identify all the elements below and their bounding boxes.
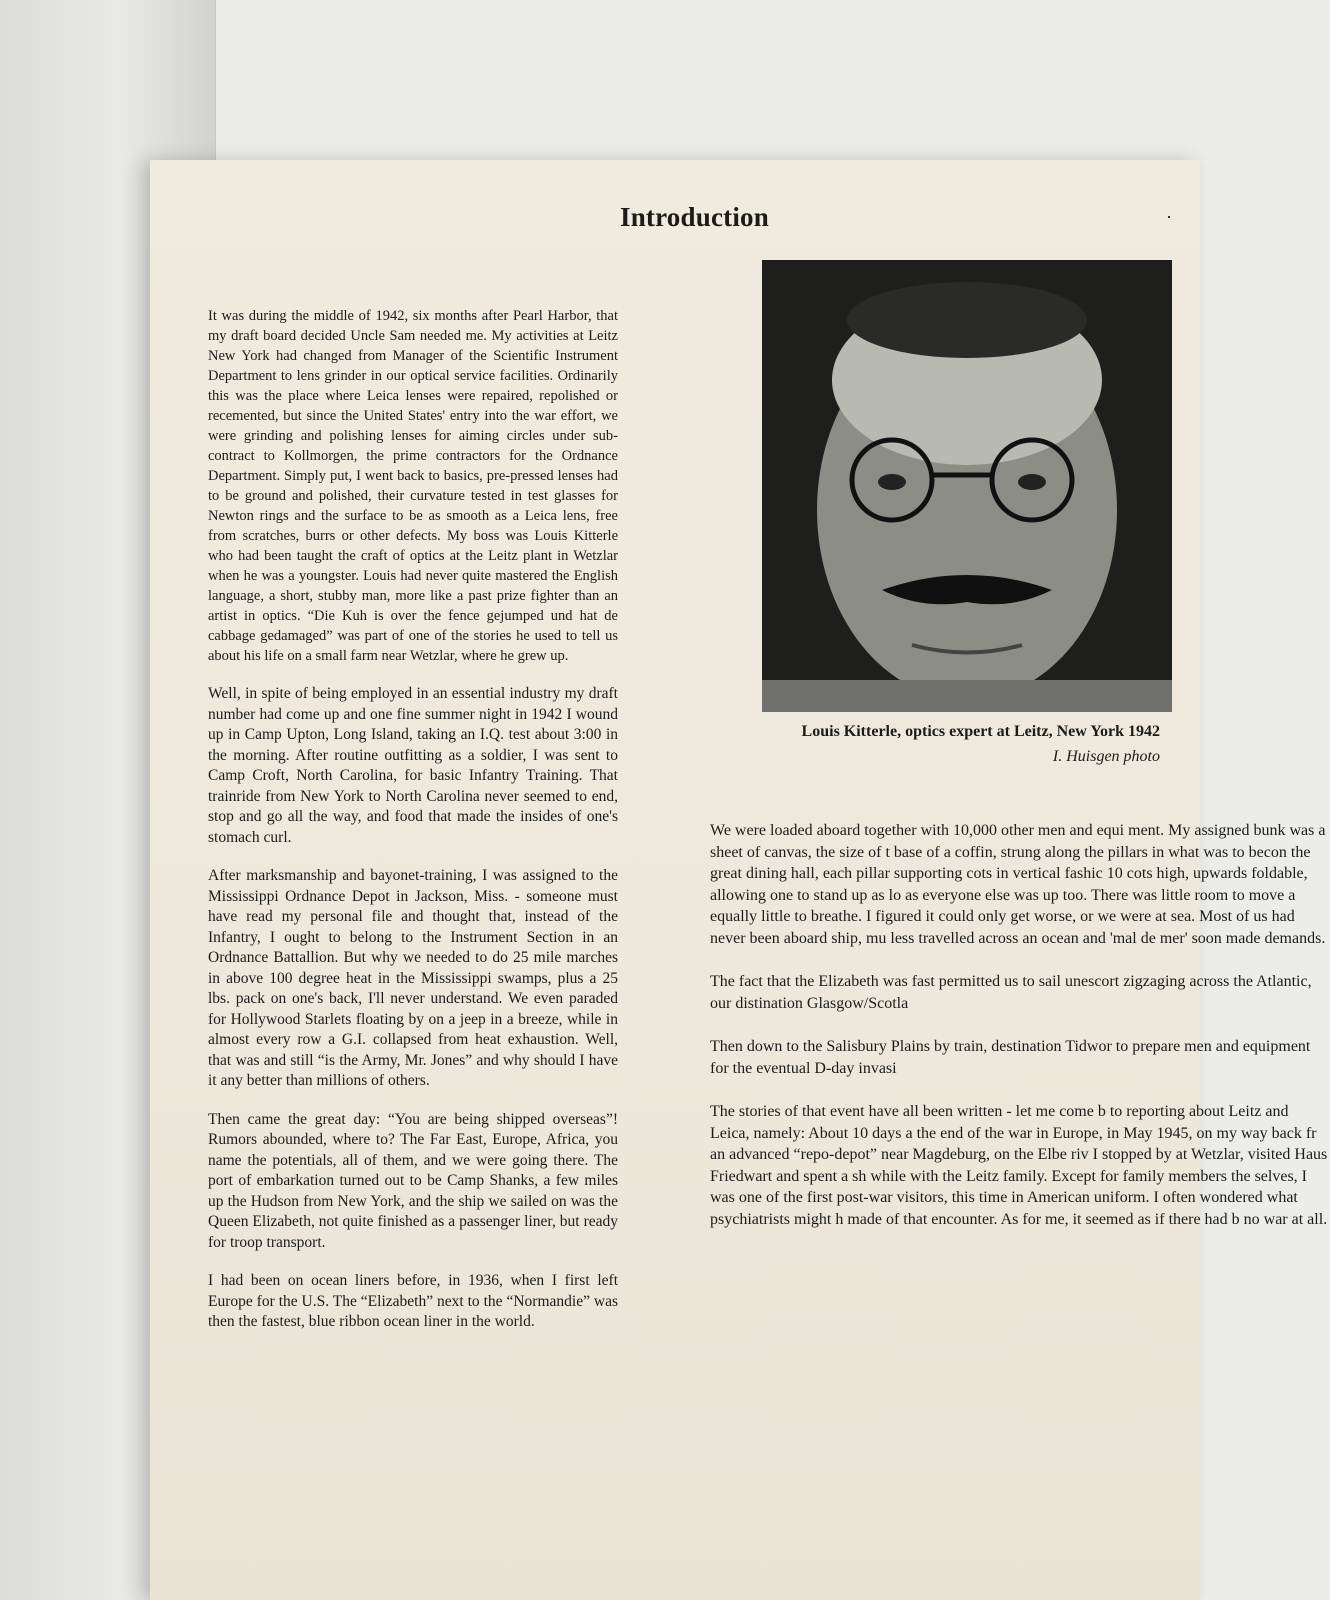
paragraph: After marksmanship and bayonet-training, I was assigned to the Mississippi Ordnance Depot in Jackson, Miss. - someone must have read my personal file and thought that, instead of the Infantry, I ought to belong to the Instrument Section in an Ordnance Battallion. But why we needed to do 25 mile marches in above 100 degree heat in the Mississippi swamps, plus a 25 lbs. pack on one's back, I'll never understand. We even paraded for Hollywood Starlets floating by on a jeep in a breeze, while in almost every row a G.I. collapsed from heat exhaustion. Well, that was and still “is the Army, Mr. Jones” and why should I have it any better than millions of others. (208, 867, 618, 1089)
book-page (150, 160, 1328, 1600)
paragraph: The stories of that event have all been written - let me come b to reporting about Leitz and Leica, namely: About 10 days a the end of the war in Europe, in May 1945, on my way back fr an advanced “repo-depot” near Magdeburg, on the Elbe riv I stopped by at Wetzlar, visited Haus Friedwart and spent a sh while with the Leitz family. Except for family members the selves, I was one of the first post-war visitors, this time in American uniform. I often wondered what psychiatrists might h made of that encounter. As for me, it seemed as if there had b no war at all. (710, 1103, 1328, 1228)
right-text-column (710, 820, 1328, 1252)
paragraph: I had been on ocean liners before, in 1936, when I first left Europe for the U.S. The “Elizabeth” next to the “Normandie” was then the fastest, blue ribbon ocean liner in the world. (208, 1272, 618, 1330)
photo-caption: Louis Kitterle, optics expert at Leitz, New York 1942 (801, 723, 1160, 740)
paragraph: Well, in spite of being employed in an essential industry my draft number had come up and one fine summer night in 1942 I wound up in Camp Upton, Long Island, taking an I.Q. test about 3:00 in the morning. After routine outfitting as a soldier, I was sent to Camp Croft, North Carolina, for basic Infantry Training. That trainride from New York to North Carolina never seemed to end, stop and go all the way, and food that made the insides of one's stomach curl. (208, 685, 618, 846)
portrait-illustration (762, 260, 1172, 712)
photo-credit: I. Huisgen photo (1052, 748, 1160, 765)
page-speck (1168, 216, 1170, 218)
paragraph: We were loaded aboard together with 10,000 other men and equi ment. My assigned bunk was a sheet of canvas, the size of t base of a coffin, strung along the pillars in what was to becon the great dining hall, each pillar supporting cots in vertical fashic 10 cots high, upwards foldable, allowing one to stand up as lo as everyone else was up too. There was little room to move a equally little to breathe. I figured it could only get worse, or we were at sea. Most of us had never been aboard ship, mu less travelled across an ocean and 'mal de mer' soon made demands. (710, 822, 1326, 947)
paragraph: Then down to the Salisbury Plains by train, destination Tidwor to prepare men and equipment for the eventual D-day invasi (710, 1038, 1311, 1077)
left-text-column (208, 306, 618, 1351)
paragraph: The fact that the Elizabeth was fast permitted us to sail unescort zigzaging across the Atlantic, our distination Glasgow/Scotla (710, 973, 1312, 1012)
page-title: Introduction (620, 202, 769, 232)
paragraph: Then came the great day: “You are being shipped overseas”! Rumors abounded, where to? The Far East, Europe, Africa, you name the potentials, all of them, and we were going there. The port of embarkation turned out to be Camp Shanks, a few miles up the Hudson from New York, and the ship we sailed on was the Queen Elizabeth, not quite finished as a passenger liner, but ready for troop transport. (208, 1110, 618, 1251)
portrait-photo (762, 260, 1172, 712)
paragraph: It was during the middle of 1942, six months after Pearl Harbor, that my draft board decided Uncle Sam needed me. My activities at Leitz New York had changed from Manager of the Scientific Instrument Department to lens grinder in our optical service facilities. Ordinarily this was the place where Leica lenses were repaired, repolished or recemented, but since the United States' entry into the war effort, we were grinding and polishing lenses for aiming circles under sub-contract to Kollmorgen, the prime contractors for the Ordnance Department. Simply put, I went back to basics, pre-pressed lenses had to be ground and polished, their curvature tested in test glasses for Newton rings and the surface to be as smooth as a Leica lens, free from scratches, burrs or other defects. My boss was Louis Kitterle who had been taught the craft of optics at the Leitz plant in Wetzlar when he was a youngster. Louis had never quite mastered the English language, a short, stubby man, more like a past prize fighter than an artist in optics. “Die Kuh is over the fence gejumped und hat de cabbage gedamaged” was part of one of the stories he used to tell us about his life on a small farm near Wetzlar, where he grew up. (208, 308, 618, 664)
